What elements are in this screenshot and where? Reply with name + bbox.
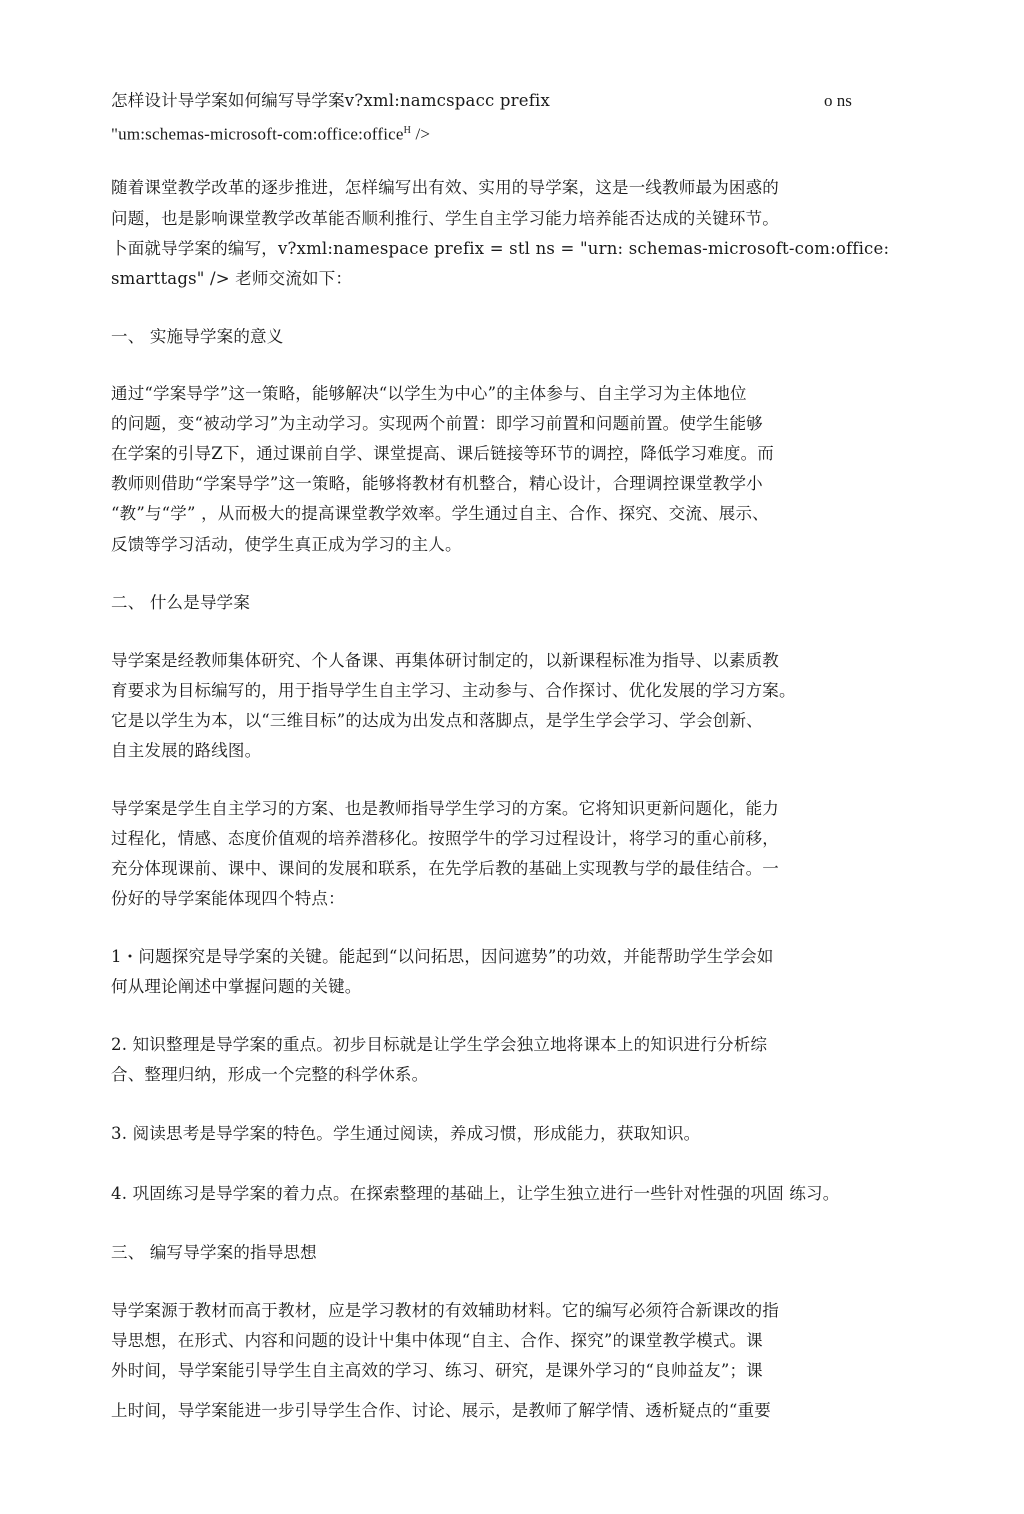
paragraph-line: 自主发展的路线图。 [111, 741, 262, 760]
point-line: 4. 巩固练习是导学案的着力点。在探索整理的基础上，让学生独立进行一些针对性强的巩固 练习。 [111, 1184, 840, 1203]
intro-line: 随着课堂教学改革的逐步推进，怎样编写出有效、实用的导学案，这是一线教师最为困惑的 [111, 178, 779, 197]
paragraph-line: 的问题，变“被动学习”为主动学习。实现两个前置：即学习前置和问题前置。使学生能够 [111, 414, 763, 433]
paragraph-line: 通过“学案导学”这一策略，能够解决“以学生为中心”的主体参与、自主学习为主体地位 [111, 384, 747, 403]
paragraph-line: 过程化，情感、态度价值观的培养潜移化。按照学牛的学习过程设计，将学习的重心前移， [111, 829, 779, 848]
point-line: 3. 阅读思考是导学案的特色。学生通过阅读，养成习惯，形成能力，获取知识。 [111, 1124, 701, 1143]
paragraph-line: 外时间，导学案能引导学生自主高效的学习、练习、研究，是课外学习的“良帅益友”；课 [111, 1361, 763, 1380]
section-heading: 二、 什么是导学案 [111, 593, 251, 612]
paragraph-line: 充分体现课前、课中、课间的发展和联系，在先学后教的基础上实现教与学的最佳结合。一 [111, 859, 779, 878]
point-line: 合、整理归纳，形成一个完整的科学休系。 [111, 1065, 429, 1084]
title-line-2-sup: H [403, 125, 412, 136]
title-line-2-end: /> [411, 124, 431, 144]
paragraph-line: 育要求为目标编写的，用于指导学生自主学习、主动参与、合作探讨、优化发展的学习方案。 [111, 681, 796, 700]
point-line: 1・问题探究是导学案的关键。能起到“以问拓思，因问遮势”的功效，并能帮助学生学会如 [111, 947, 774, 966]
paragraph-line: 在学案的引导Z下，通过课前自学、课堂提高、课后链接等环节的调控，降低学习难度。而 [111, 444, 774, 463]
paragraph-line: 份好的导学案能体现四个特点： [111, 889, 345, 908]
title-line-2-text: "um:schemas-microsoft-com:office:office [111, 124, 404, 144]
intro-line: 卜面就导学案的编写，v?xml:namespace prefix = stl ns = "urn: schemas-microsoft-com:office: [111, 239, 890, 258]
paragraph-line: 导思想，在形式、内容和问题的设计屮集中体现“自主、合作、探究”的课堂教学模式。课 [111, 1331, 763, 1350]
point-line: 何从理论阐述中掌握问题的关键。 [111, 977, 362, 996]
title-line-1: 怎样设计导学案如何编写导学案v?xml:namcspacc prefix [111, 91, 551, 110]
paragraph-line: 上时间，导学案能进一步引导学生合作、讨论、展示，是教师了解学情、透析疑点的“重要 [111, 1401, 771, 1420]
paragraph-line: 导学案是学生自主学习的方案、也是教师指导学生学习的方案。它将知识更新问题化，能力 [111, 799, 779, 818]
point-line: 2. 知识整理是导学案的重点。初步目标就是让学生学会独立地将课本上的知识进行分析综 [111, 1035, 768, 1054]
intro-line: smarttags" /> 老师交流如下： [111, 269, 353, 288]
section-heading: 一、 实施导学案的意义 [111, 327, 284, 346]
paragraph-line: 导学案是经教师集体研究、个人备课、再集体研讨制定的，以新课程标准为指导、以素质教 [111, 651, 779, 670]
paragraph-line: “教”与“学” ，从而极大的提高课堂教学效率。学生通过自主、合作、探究、交流、展示、 [111, 504, 769, 523]
paragraph-line: 导学案源于教材而高于教材，应是学习教材的有效辅助材料。它的编写必须符合新课改的指 [111, 1301, 779, 1320]
paragraph-line: 它是以学生为本，以“三维目标”的达成为出发点和落脚点，是学生学会学习、学会创新、 [111, 711, 763, 730]
title-line-2 [111, 120, 430, 146]
title-line-1-right: o ns [824, 91, 852, 110]
paragraph-line: 反馈等学习活动，使学生真正成为学习的主人。 [111, 535, 462, 554]
section-heading: 三、 编写导学案的指导思想 [111, 1243, 317, 1262]
intro-line: 问题，也是影响课堂教学改革能否顺利推行、学生自主学习能力培养能否达成的关键环节。 [111, 209, 779, 228]
paragraph-line: 教师则借助“学案导学”这一策略，能够将教材有机整合，精心设计，合理调控课堂教学小 [111, 474, 763, 493]
